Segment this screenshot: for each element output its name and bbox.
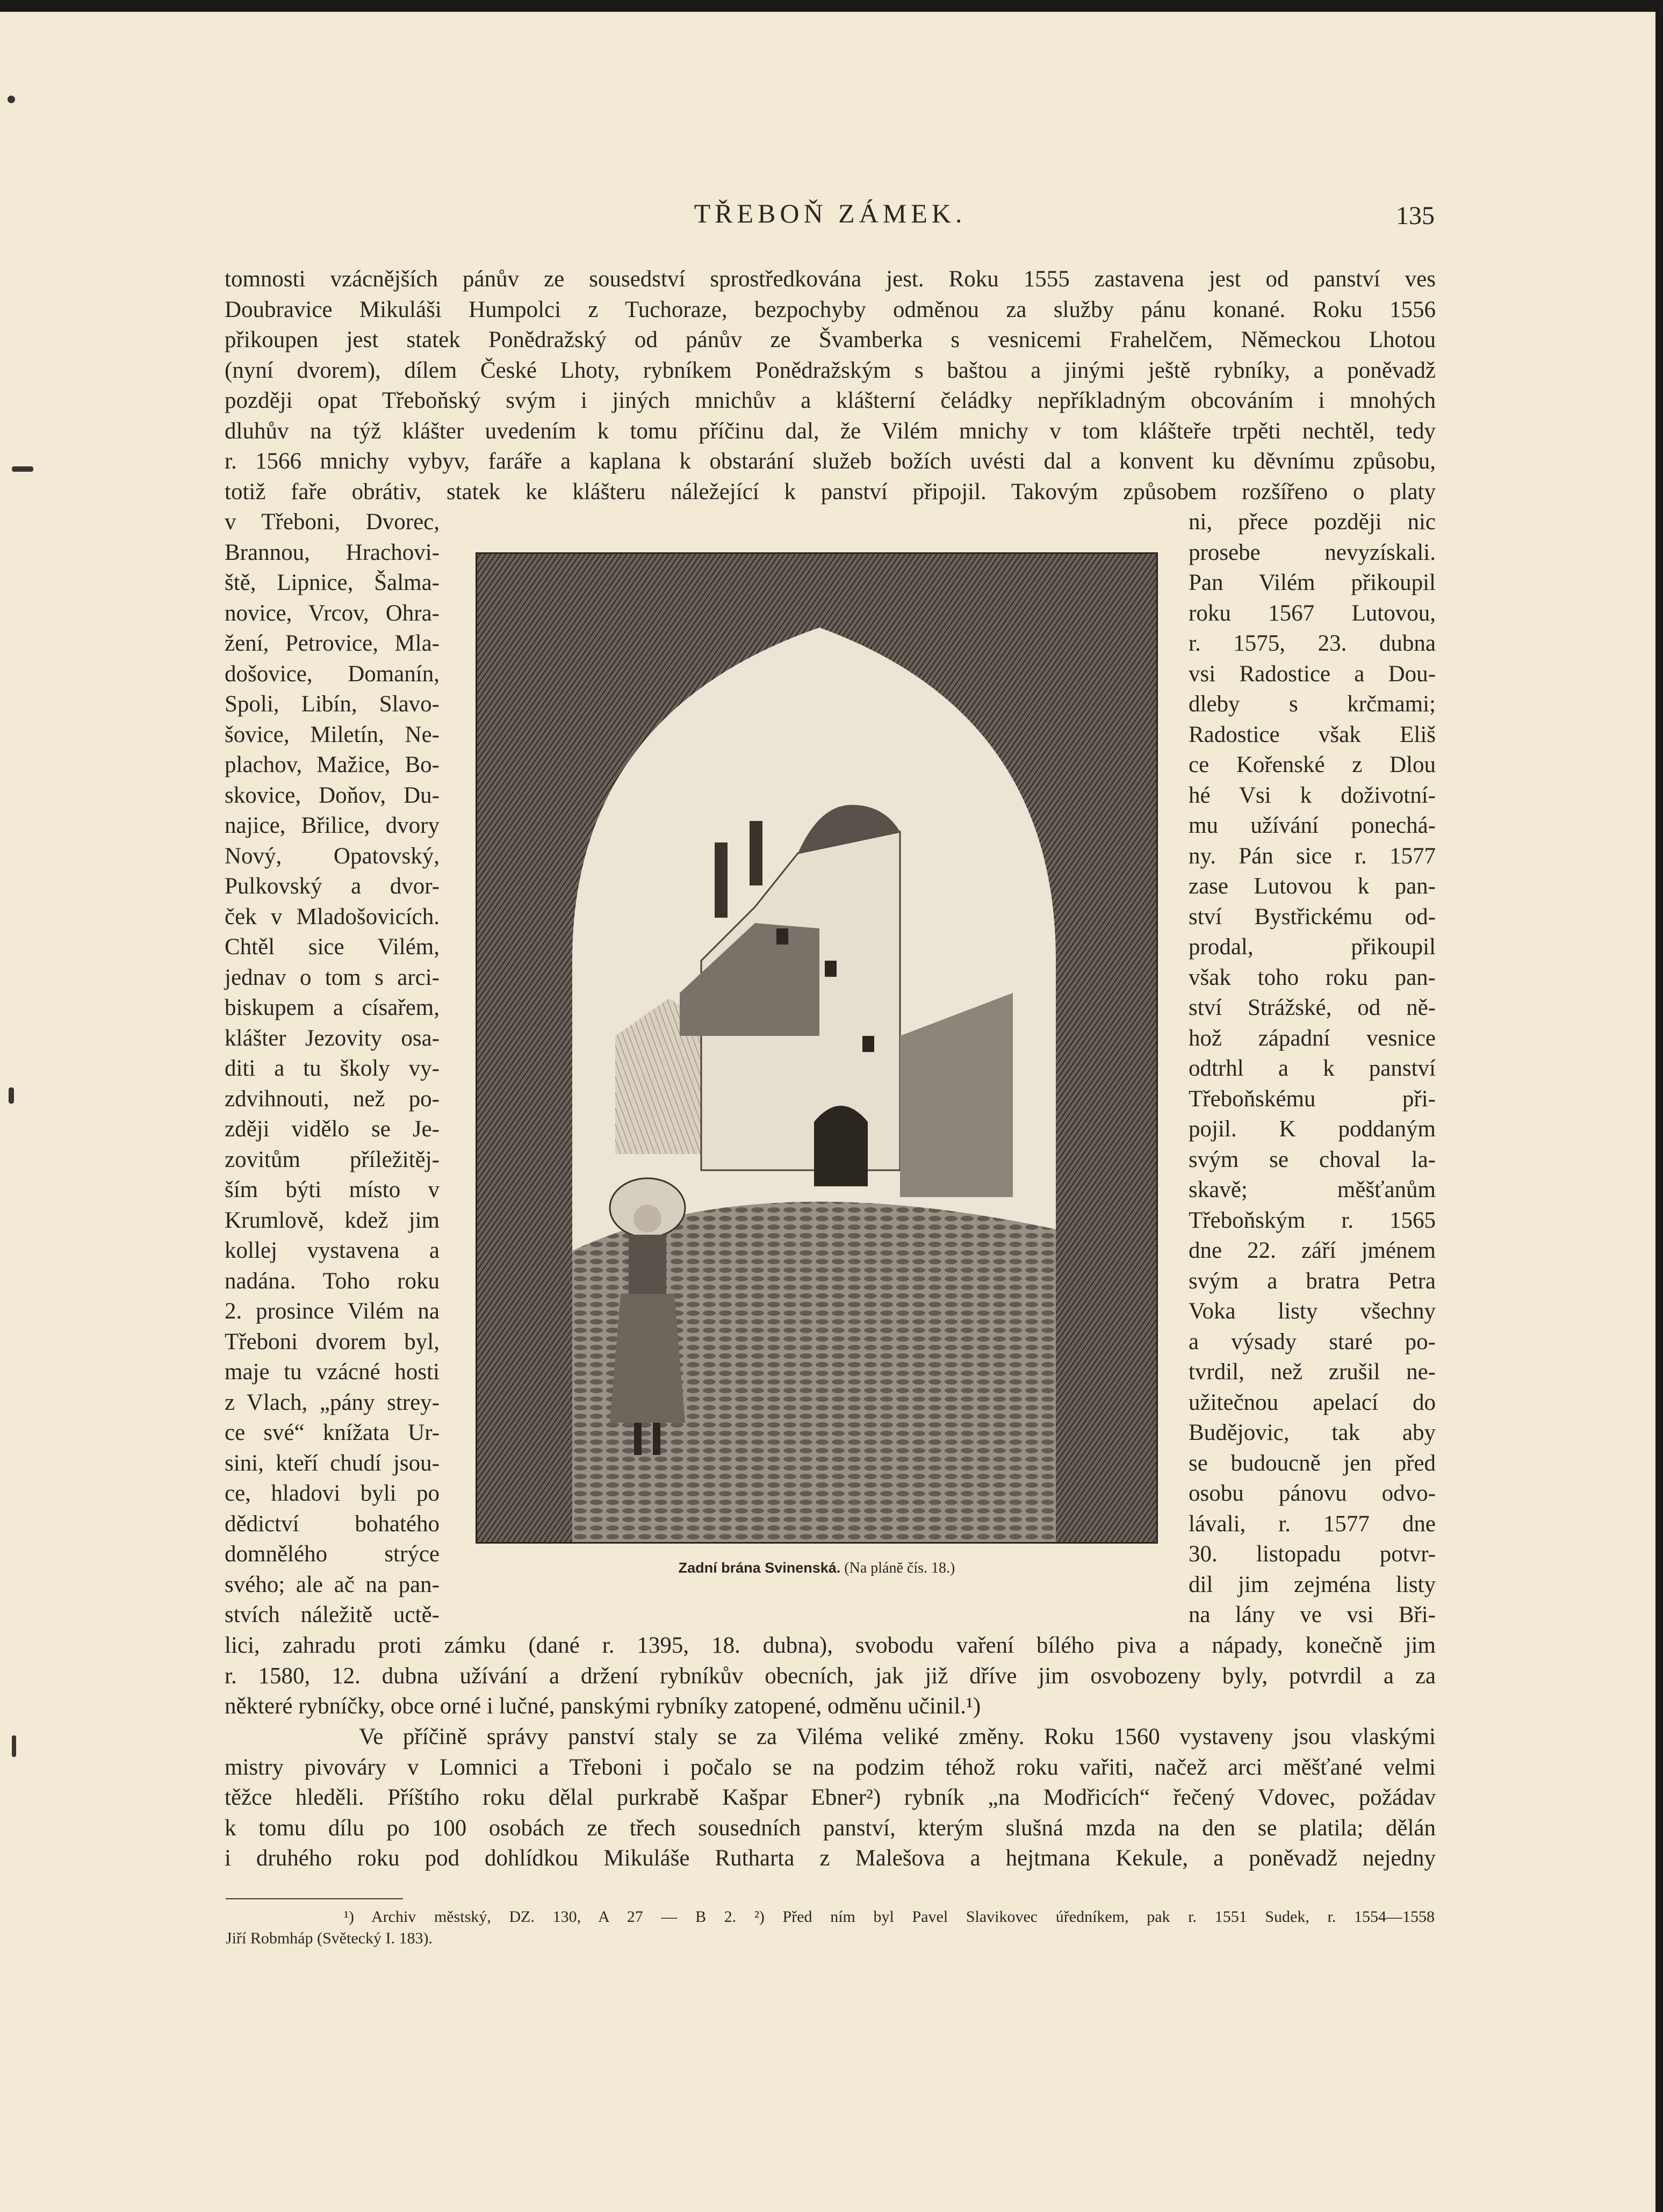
text-line: Budějovic, tak aby <box>1189 1420 1436 1445</box>
text-line: tvrdil, než zrušil ne- <box>1189 1359 1436 1385</box>
running-title: TŘEBOŇ ZÁMEK. <box>694 198 967 228</box>
paragraph-continuation <box>225 1631 1436 1722</box>
text-line: svého; ale ač na pan- <box>225 1572 440 1597</box>
engraving-svg <box>476 552 1158 1544</box>
text-line: jednav o tom s arci- <box>225 964 440 990</box>
window <box>776 928 788 945</box>
text-line: Doubravice Mikuláši Humpolci z Tuchoraze, bezpochyby odměnou za služby pánu konané. Roku 1556 <box>225 297 1436 322</box>
text-line: r. 1580, 12. dubna užívání a držení rybníkův obecních, jak již dříve jim osvobozeny byly, potvrdil a za <box>225 1663 1436 1689</box>
text-line: ny. Pán sice r. 1577 <box>1189 843 1436 869</box>
text-line: hož západní vesnice <box>1189 1025 1436 1051</box>
text-line: zději vidělo se Je- <box>225 1116 440 1142</box>
caption-note: (Na plánĕ čís. 18.) <box>844 1560 955 1576</box>
text-line: Třeboňským r. 1565 <box>1189 1207 1436 1233</box>
text-line: těžce hleděli. Příštího roku dělal purkrabě Kašpar Ebner²) rybník „na Modřicích“ řečený Vdovec, požádav <box>225 1785 1436 1810</box>
text-line: kollej vystavena a <box>225 1238 440 1263</box>
text-line: svým se choval la- <box>1189 1147 1436 1172</box>
paragraph-top <box>225 264 1436 507</box>
text-line: ště, Lipnice, Šalma- <box>225 570 440 595</box>
text-line: 30. listopadu potvr- <box>1189 1541 1436 1567</box>
text-line: nadána. Toho roku <box>225 1268 440 1294</box>
text-line: Krumlově, kdež jim <box>225 1207 440 1233</box>
text-line: r. 1575, 23. dubna <box>1189 631 1436 656</box>
text-line: Pan Vilém přikoupil <box>1189 570 1436 595</box>
text-line: maje tu vzácné hosti <box>225 1359 440 1385</box>
text-line: pojil. K poddaným <box>1189 1116 1436 1142</box>
scan-border-top <box>0 0 1663 12</box>
text-line: ce své“ knížata Ur- <box>225 1420 440 1445</box>
text-line: Ve příčině správy panství staly se za Viléma veliké změny. Roku 1560 vystaveny jsou vlaskými <box>359 1724 1436 1749</box>
text-line: svým a bratra Petra <box>1189 1268 1436 1294</box>
figure-caption <box>602 1558 1032 1578</box>
text-line: v Třeboni, Dvorec, <box>225 509 440 535</box>
text-line: na lány ve vsi Bři- <box>1189 1602 1436 1627</box>
engraving-illustration <box>476 552 1158 1544</box>
text-line: klášter Jezovity osa- <box>225 1025 440 1051</box>
scan-border-right <box>1655 0 1663 2212</box>
text-line: šovice, Miletín, Ne- <box>225 722 440 747</box>
text-line: 2. prosince Vilém na <box>225 1299 440 1324</box>
text-line: diti a tu školy vy- <box>225 1056 440 1081</box>
text-line: r. 1566 mnichy vybyv, faráře a kaplana k obstarání služeb božích uvésti dal a konvent ku děvnímu způsobu, <box>225 449 1436 474</box>
text-line: sini, kteří chudí jsou- <box>225 1450 440 1476</box>
text-line: užitečnou apelací do <box>1189 1389 1436 1415</box>
footnote-line: Jiří Robmháp (Světecký I. 183). <box>226 1929 433 1947</box>
page-header <box>226 198 1435 235</box>
text-line: došovice, Domanín, <box>225 661 440 687</box>
text-line: později opat Třeboňský svým i jiných mnichův a klášterní čeládky nepříkladným obcováním i mnohých <box>225 388 1436 413</box>
footnote-line: ¹) Archiv městský, DZ. 130, A 27 — B 2. ²) Před ním byl Pavel Slavikovec úředníkem, pak r. 1551 Sudek, r. 1554—1558 <box>344 1908 1435 1926</box>
text-line: a výsady staré po- <box>1189 1329 1436 1354</box>
text-line: z Vlach, „pány strey- <box>225 1389 440 1415</box>
text-line: mistry pivováry v Lomnici a Třeboni i počalo se na podzim téhož roku vařiti, načež arci měšťané velmi <box>225 1754 1436 1780</box>
text-line: prosebe nevyzískali. <box>1189 539 1436 565</box>
page-number: 135 <box>1396 201 1435 230</box>
text-line: dil jim zejména listy <box>1189 1572 1436 1597</box>
text-line: biskupem a císařem, <box>225 995 440 1020</box>
text-line: najice, Břilice, dvory <box>225 813 440 838</box>
text-line: odtrhl a k panství <box>1189 1056 1436 1081</box>
caption-title: Zadní brána Svinenská. <box>678 1560 841 1576</box>
text-line: Radostice však Eliš <box>1189 722 1436 747</box>
text-line: prodal, přikoupil <box>1189 934 1436 960</box>
text-line: zase Lutovou k pan- <box>1189 874 1436 899</box>
text-line: plachov, Mažice, Bo- <box>225 752 440 777</box>
text-line: ství Bystřickému od- <box>1189 904 1436 930</box>
text-line: ství Strážské, od ně- <box>1189 995 1436 1020</box>
text-line: Třeboňskému při- <box>1189 1086 1436 1112</box>
margin-mark <box>8 96 15 103</box>
text-line: roku 1567 Lutovou, <box>1189 600 1436 626</box>
text-line: Brannou, Hrachovi- <box>225 539 440 565</box>
text-line: žení, Petrovice, Mla- <box>225 631 440 656</box>
text-line: Pulkovský a dvor- <box>225 874 440 899</box>
text-line: mu užívání ponechá- <box>1189 813 1436 838</box>
text-line: ce, hladovi byli po <box>225 1481 440 1506</box>
text-line: dluhův na týž klášter uvedením k tomu příčinu dal, že Vilém mnichy v tom klášteře trpěti nechtěl, tedy <box>225 418 1436 444</box>
text-line: ček v Mladošovicích. <box>225 904 440 930</box>
window <box>825 961 837 977</box>
footnote-divider <box>226 1898 403 1899</box>
text-line: novice, Vrcov, Ohra- <box>225 600 440 626</box>
text-line: hé Vsi k doživotní- <box>1189 782 1436 808</box>
text-line: dne 22. září jménem <box>1189 1238 1436 1263</box>
text-line: se budoucně jen před <box>1189 1450 1436 1476</box>
text-line: některé rybníčky, obce orné i lučné, panskými rybníky zatopené, odměnu učinil.¹) <box>225 1694 981 1719</box>
text-line: lici, zahradu proti zámku (dané r. 1395, 18. dubna), svobodu vaření bílého piva a nápady, konečně jim <box>225 1633 1436 1658</box>
text-line: k tomu dílu po 100 osobách ze třech sousedních panství, kterým slušná mzda na den se platila; dělán <box>225 1815 1436 1841</box>
text-line: Spoli, Libín, Slavo- <box>225 691 440 717</box>
chimney <box>750 821 762 885</box>
text-line: Voka listy všechny <box>1189 1299 1436 1324</box>
text-line: Chtěl sice Vilém, <box>225 934 440 960</box>
text-line: skavě; měšťanům <box>1189 1177 1436 1202</box>
text-column-right <box>1189 507 1436 1631</box>
tower-gate <box>814 1106 868 1186</box>
text-line: však toho roku pan- <box>1189 964 1436 990</box>
text-line: ni, přece později nic <box>1189 509 1436 535</box>
text-line: skovice, Doňov, Du- <box>225 782 440 808</box>
girl-figure <box>610 1178 685 1455</box>
margin-mark <box>9 1087 14 1104</box>
text-line: totiž faře obrátiv, statek ke klášteru náležející k panství připojil. Takovým způsobem rozšířeno o platy <box>225 479 1436 505</box>
text-line: ce Kořenské z Dlou <box>1189 752 1436 777</box>
paragraph-second <box>225 1722 1436 1874</box>
text-line: (nyní dvorem), dílem České Lhoty, rybníkem Ponědražským s baštou a jinými ještě rybníky, a poněvadž <box>225 357 1436 383</box>
text-line: domnělého strýce <box>225 1541 440 1567</box>
text-line: Třeboni dvorem byl, <box>225 1329 440 1354</box>
text-line: zovitům příležitěj- <box>225 1147 440 1172</box>
chimney <box>715 842 728 918</box>
text-line: ším býti místo v <box>225 1177 440 1202</box>
text-column-left <box>225 507 440 1631</box>
text-line: osobu pánovu odvo- <box>1189 1481 1436 1506</box>
footnotes <box>226 1906 1435 1949</box>
margin-mark <box>12 1735 16 1757</box>
text-line: Nový, Opatovský, <box>225 843 440 869</box>
text-line: dleby s krčmami; <box>1189 691 1436 717</box>
text-line: lávali, r. 1577 dne <box>1189 1511 1436 1537</box>
text-line: vsi Radostice a Dou- <box>1189 661 1436 687</box>
text-line: i druhého roku pod dohlídkou Mikuláše Rutharta z Malešova a hejtmana Kekule, a poněvadž nejedny <box>225 1846 1436 1871</box>
text-line: dědictví bohatého <box>225 1511 440 1537</box>
text-line: zdvihnouti, než po- <box>225 1086 440 1112</box>
text-line: stvích náležitě uctě- <box>225 1602 440 1627</box>
window <box>862 1036 874 1052</box>
text-line: přikoupen jest statek Ponědražský od pánův ze Švamberka s vesnicemi Frahelčem, Německou Lhotou <box>225 327 1436 352</box>
margin-mark <box>12 466 33 472</box>
text-line: tomnosti vzácnějších pánův ze sousedství sprostředkována jest. Roku 1555 zastavena jest od panství ves <box>225 266 1436 292</box>
